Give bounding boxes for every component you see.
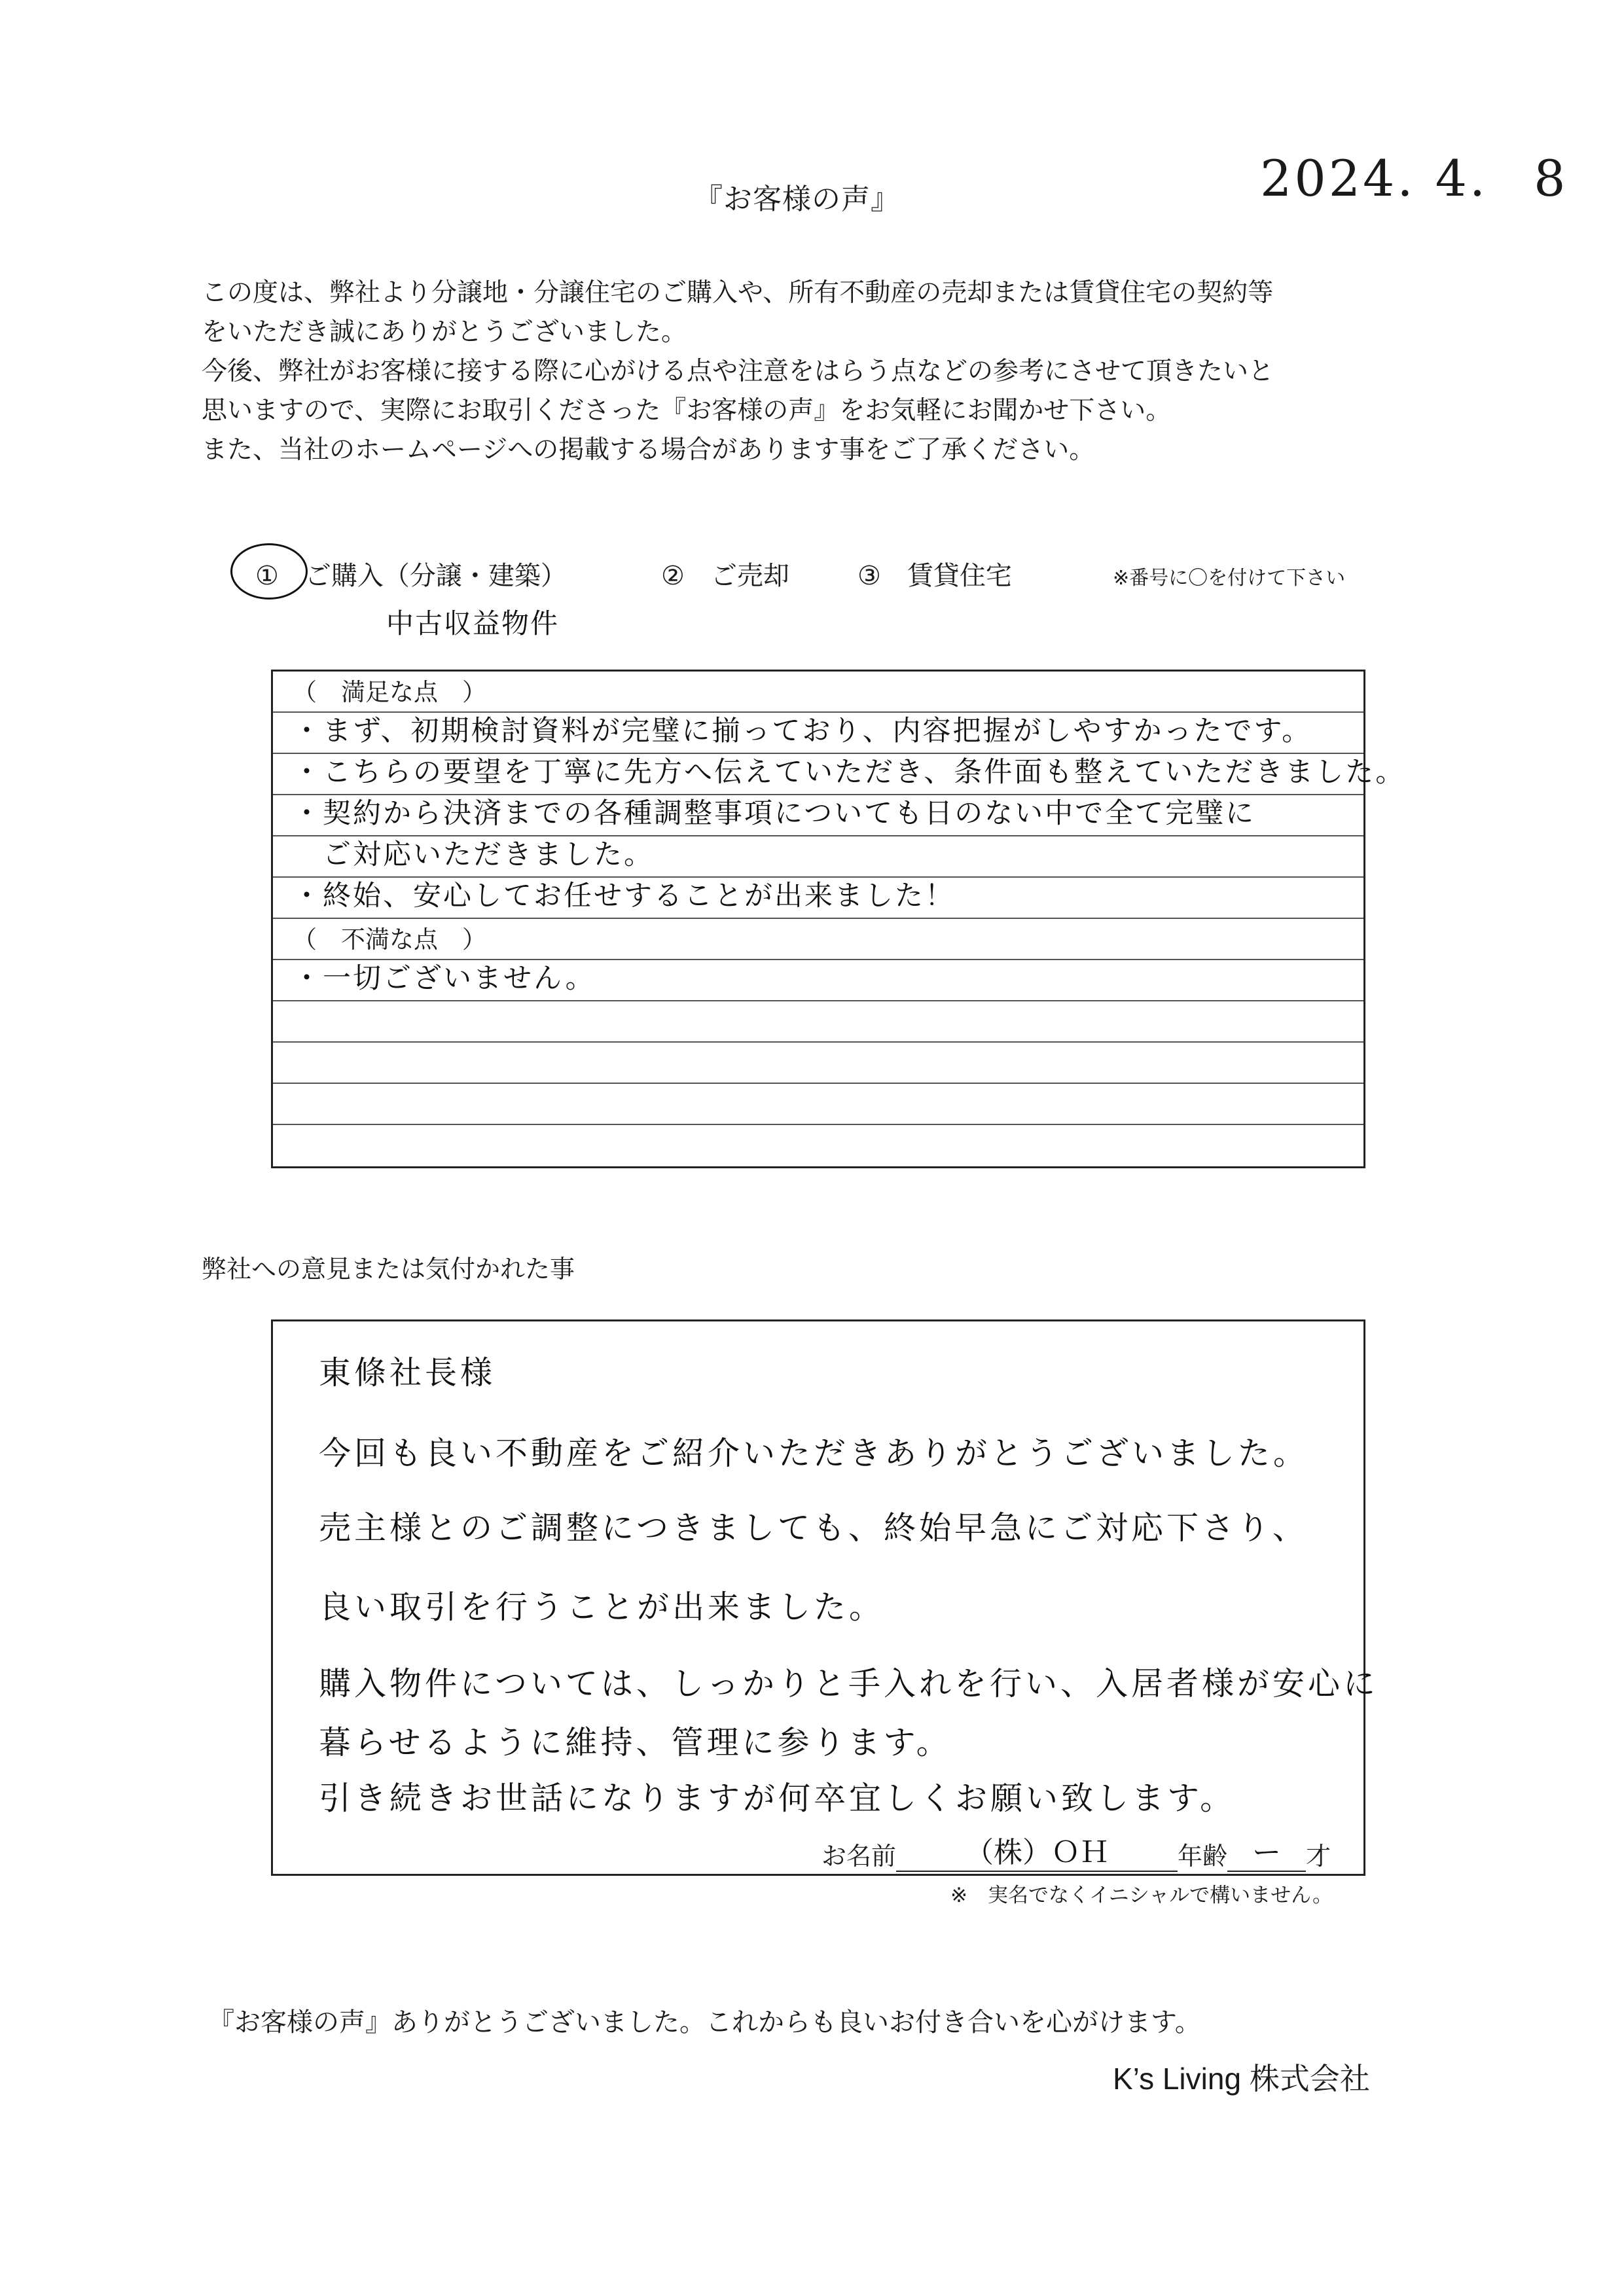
age-field[interactable]: ー xyxy=(1227,1829,1306,1872)
survey-box xyxy=(271,670,1406,1168)
option-rental[interactable]: ③ 賃貸住宅 xyxy=(857,561,1012,591)
signature-row xyxy=(821,1829,1331,1872)
handwritten-purchase-detail: 中古収益物件 xyxy=(386,607,560,639)
opinion-line: 今回も良い不動産をご紹介いただきありがとうございました。 xyxy=(319,1435,1309,1472)
satisfied-line: ・こちらの要望を丁寧に先方へ伝えていただき、条件面も整えていただきました。 xyxy=(293,756,1406,789)
opinion-line: 購入物件については、しっかりと手入れを行い、入居者様が安心に xyxy=(319,1665,1379,1702)
date-year: 2024. xyxy=(1260,149,1416,207)
satisfied-line: ・まず、初期検討資料が完璧に揃っており、内容把握がしやすかったです。 xyxy=(293,715,1312,747)
initial-note: ※ 実名でなくイニシャルで構いません。 xyxy=(950,1884,1333,1907)
survey-row xyxy=(273,713,1363,754)
survey-row xyxy=(273,878,1363,919)
unsatisfied-line: ・一切ございません。 xyxy=(293,962,596,995)
option-note: ※番号に〇を付けて下さい xyxy=(1113,567,1346,590)
date-month: 4. xyxy=(1435,149,1489,207)
survey-row xyxy=(273,960,1363,1001)
opinion-line: 東條社長様 xyxy=(319,1354,496,1391)
satisfied-label: （ 満足な点 ） xyxy=(293,678,486,706)
intro-line: 思いますので、実際にお取引くださった『お客様の声』をお気軽にお聞かせ下さい。 xyxy=(202,396,1172,425)
intro-text xyxy=(202,274,1419,470)
intro-line: この度は、弊社より分譲地・分譲住宅のご購入や、所有不動産の売却または賃貸住宅の契約等 xyxy=(202,278,1274,308)
opinion-line: 良い取引を行うことが出来ました。 xyxy=(319,1588,885,1626)
intro-line: 今後、弊社がお客様に接する際に心がける点や注意をはらう点などの参考にさせて頂きたいと xyxy=(202,357,1274,386)
age-unit: 才 xyxy=(1305,1842,1331,1871)
name-label: お名前 xyxy=(821,1842,896,1871)
survey-row xyxy=(273,795,1363,836)
survey-row xyxy=(273,1043,1363,1084)
survey-row xyxy=(273,754,1406,795)
company-name: K’s Living 株式会社 xyxy=(1113,2062,1370,2096)
satisfied-line: ・契約から決済までの各種調整事項についても日のない中で全て完璧に xyxy=(293,797,1256,830)
closing-message: 『お客様の声』ありがとうございました。これからも良いお付き合いを心がけます。 xyxy=(208,2007,1201,2037)
satisfied-line: ・終始、安心してお任せすることが出来ました！ xyxy=(293,880,955,912)
survey-row xyxy=(273,836,1363,878)
opinion-line: 暮らせるように維持、管理に参ります。 xyxy=(319,1724,952,1761)
survey-row xyxy=(273,1001,1363,1043)
date xyxy=(1260,149,1568,207)
unsatisfied-label: （ 不満な点 ） xyxy=(293,925,486,954)
page-title: 『お客様の声』 xyxy=(694,183,900,216)
opinion-line: 売主様とのご調整につきましても、終始早急にご対応下さり、 xyxy=(319,1509,1308,1547)
intro-line: をいただき誠にありがとうございました。 xyxy=(202,317,687,347)
date-day: 8 xyxy=(1534,149,1568,207)
age-label: 年齢 xyxy=(1177,1842,1227,1871)
name-field[interactable]: （株）ＯＨ xyxy=(896,1829,1178,1872)
intro-line: また、当社のホームページへの掲載する場合があります事をご了承ください。 xyxy=(202,435,1095,465)
option-sale[interactable]: ② ご売却 xyxy=(661,561,789,591)
survey-row xyxy=(273,1084,1363,1125)
survey-row xyxy=(273,919,1363,960)
opinion-box xyxy=(271,1319,1379,1876)
option-purchase[interactable]: ① ご購入（分譲・建築） xyxy=(255,561,567,591)
satisfied-line: ご対応いただきました。 xyxy=(293,838,654,871)
opinion-heading: 弊社への意見または気付かれた事 xyxy=(202,1255,575,1283)
survey-row xyxy=(273,672,1363,713)
opinion-line: 引き続きお世話になりますが何卒宜しくお願い致します。 xyxy=(319,1780,1236,1817)
